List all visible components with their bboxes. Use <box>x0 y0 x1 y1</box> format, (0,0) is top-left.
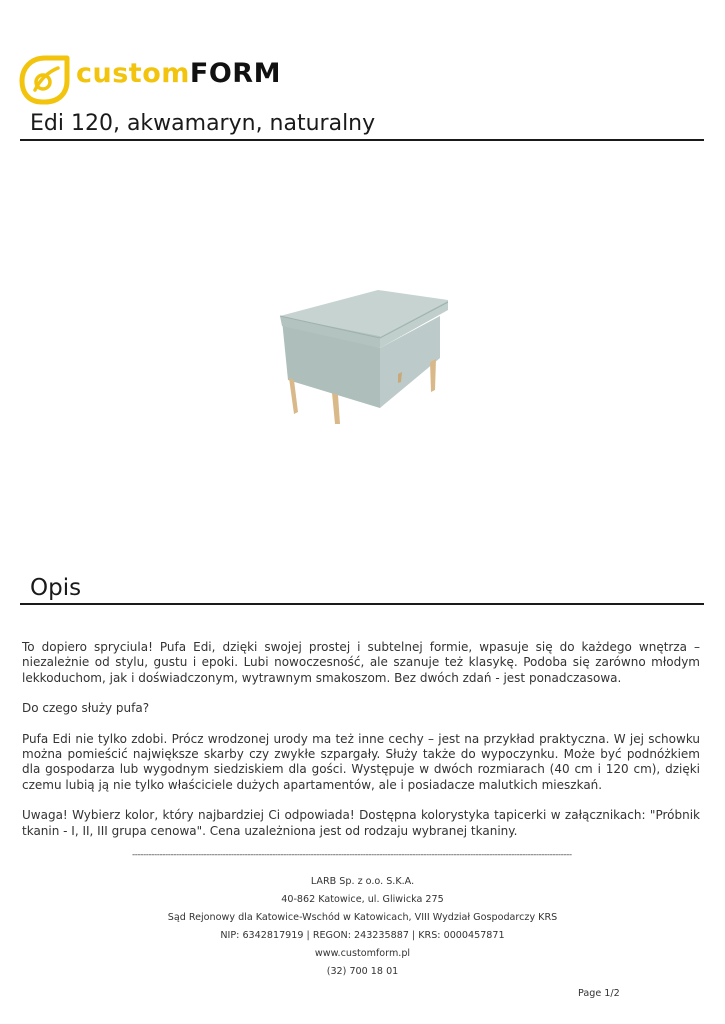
footer-court: Sąd Rejonowy dla Katowice-Wschód w Katowicach, VIII Wydział Gospodarczy KRS <box>167 912 558 923</box>
footer-separator: ---------------------------------------------------------------------------------------------------------------------------------------------------------------- <box>132 850 572 860</box>
title-divider <box>20 139 704 141</box>
product-image <box>270 290 450 434</box>
logo-wordmark-custom: custom <box>76 58 190 89</box>
footer-company: LARB Sp. z o.o. S.K.A. <box>310 876 415 887</box>
description-paragraph: Pufa Edi nie tylko zdobi. Prócz wrodzonej urody ma też inne cechy – jest na przykład praktyczna. W jej schowku można pomieścić największe skarby czy zwykłe szpargały. Służy także do wypoczynku. Może być podnóżkiem dla gospodarza lub wygodnym siedziskiem dla gości. Występuje w dwóch rozmiarach (40 cm i 120 cm), dzięki czemu lubią ją nie tylko właściciele dużych apartamentów, ale i posiadacze malutkich mieszkań. <box>22 731 700 792</box>
section-heading-opis: Opis <box>30 575 82 601</box>
section-divider <box>20 603 704 605</box>
page-number: Page 1/2 <box>578 988 620 999</box>
footer-ids: NIP: 6342817919 | REGON: 243235887 | KRS: 0000457871 <box>220 930 505 941</box>
footer-website-link[interactable]: www.customform.pl <box>314 948 411 959</box>
description <box>22 640 700 854</box>
description-paragraph: To dopiero spryciula! Pufa Edi, dzięki swojej prostej i subtelnej formie, wpasuje się do każdego wnętrza – niezależnie od stylu, gustu i epoki. Lubi nowoczesność, ale szanuje też klasykę. Podoba się zarówno młodym lekkoduchom, jak i doświadczonym, wytrawnym smakoszom. Bez dwóch zdań - jest ponadczasowa. <box>22 640 700 685</box>
footer-address: 40-862 Katowice, ul. Gliwicka 275 <box>281 894 444 905</box>
logo-wordmark-form: FORM <box>189 58 281 89</box>
description-paragraph: Do czego służy pufa? <box>22 701 150 716</box>
logo-wordmark <box>76 58 281 89</box>
logo-mark-icon <box>18 50 72 108</box>
product-title: Edi 120, akwamaryn, naturalny <box>30 111 376 136</box>
footer-phone: (32) 700 18 01 <box>326 966 399 977</box>
description-paragraph: Uwaga! Wybierz kolor, który najbardziej Ci odpowiada! Dostępna kolorystyka tapicerki w załącznikach: "Próbnik tkanin - I, II, III grupa cenowa". Cena uzależniona jest od rodzaju wybranej tkaniny. <box>22 808 700 838</box>
brand-logo <box>18 50 288 108</box>
